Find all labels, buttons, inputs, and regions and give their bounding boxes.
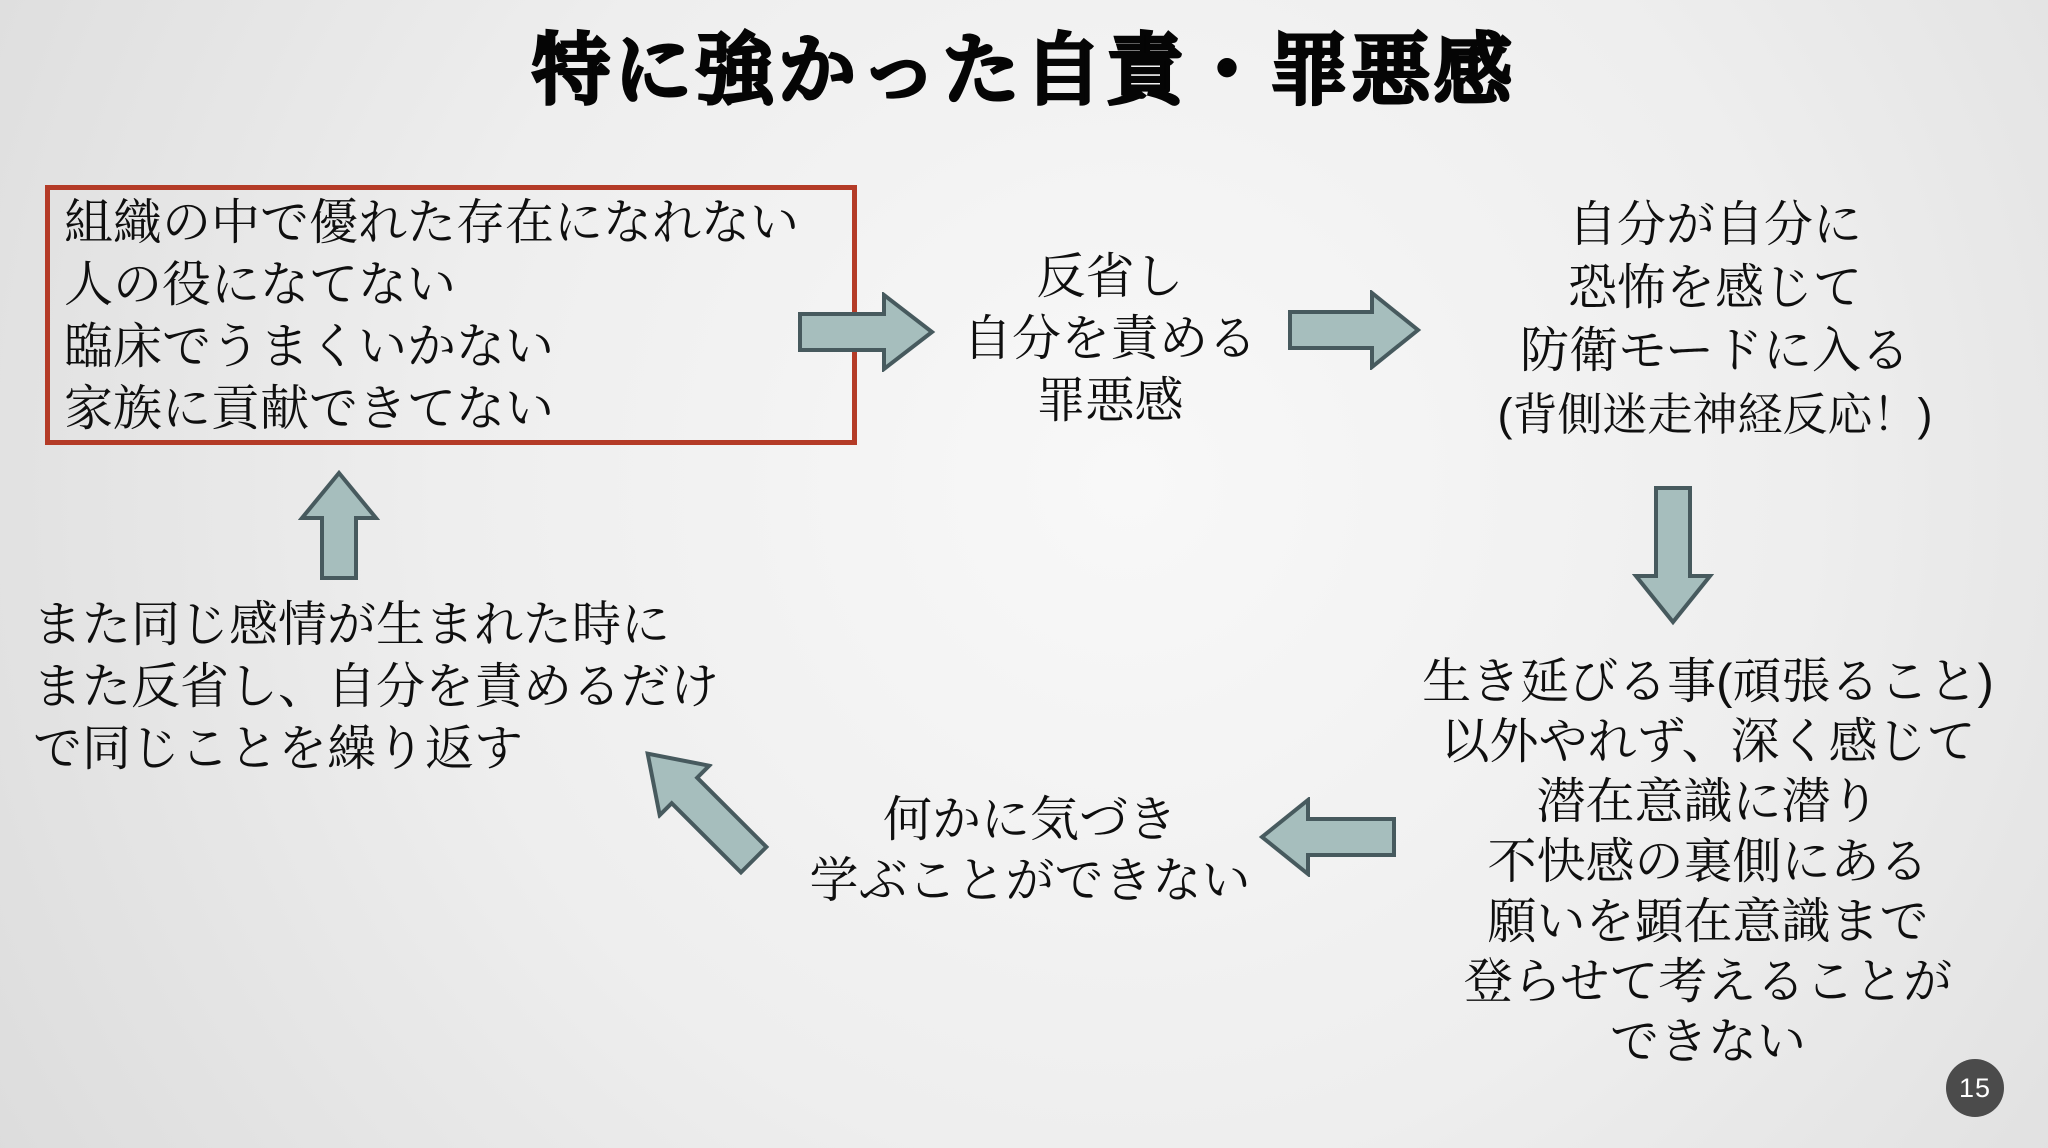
survival-line: 登らせて考えることが: [1463, 955, 1953, 1009]
trigger-line: 人の役になてない: [64, 258, 457, 312]
survival-line: 潜在意識に潜り: [1536, 775, 1880, 829]
trigger-line: 組織の中で優れた存在になれない: [64, 196, 800, 250]
reflect-line: 自分を責める: [962, 312, 1257, 366]
defense-line: (背側迷走神経反応！): [1497, 389, 1933, 440]
survival-line: 不快感の裏側にある: [1487, 835, 1929, 889]
slide-title: 特に強かった自責・罪悪感: [531, 26, 1516, 114]
survival-line: 願いを顕在意識まで: [1487, 895, 1929, 949]
defense-line: 恐怖を感じて: [1567, 261, 1862, 315]
repeat-line: また反省し、自分を責めるだけ: [33, 660, 720, 714]
no-learning-node: [770, 790, 1290, 912]
defense-mode-node: [1390, 194, 2040, 446]
defense-line: 防衛モードに入る: [1519, 324, 1911, 378]
no-learning-line: 何かに気づき: [882, 793, 1177, 847]
survival-line: 以外やれず、深く感じて: [1440, 715, 1976, 769]
arrow-up-repeat-to-trigger-icon: [298, 470, 380, 580]
repeat-cycle-node: [33, 594, 853, 780]
page-number-badge: [1946, 1059, 2004, 1117]
reflect-line: 罪悪感: [1036, 374, 1184, 428]
survival-line: 生き延びる事(頑張ること): [1422, 655, 1994, 709]
no-learning-line: 学ぶことができない: [809, 854, 1251, 908]
repeat-line: で同じことを繰り返す: [33, 722, 524, 776]
survival-mode-node: [1370, 652, 2046, 1072]
survival-line: できない: [1609, 1015, 1806, 1069]
defense-line: 自分が自分に: [1567, 198, 1862, 252]
page-number: 15: [1958, 1072, 1992, 1103]
reflect-guilt-node: [880, 246, 1340, 432]
trigger-line: 臨床でうまくいかない: [64, 320, 555, 374]
trigger-line: 家族に貢献できてない: [64, 382, 555, 436]
repeat-line: また同じ感情が生まれた時に: [33, 598, 671, 652]
reflect-line: 反省し: [1036, 250, 1184, 304]
arrow-down-defense-to-survival-icon: [1632, 486, 1714, 626]
trigger-list-box: [45, 185, 857, 445]
